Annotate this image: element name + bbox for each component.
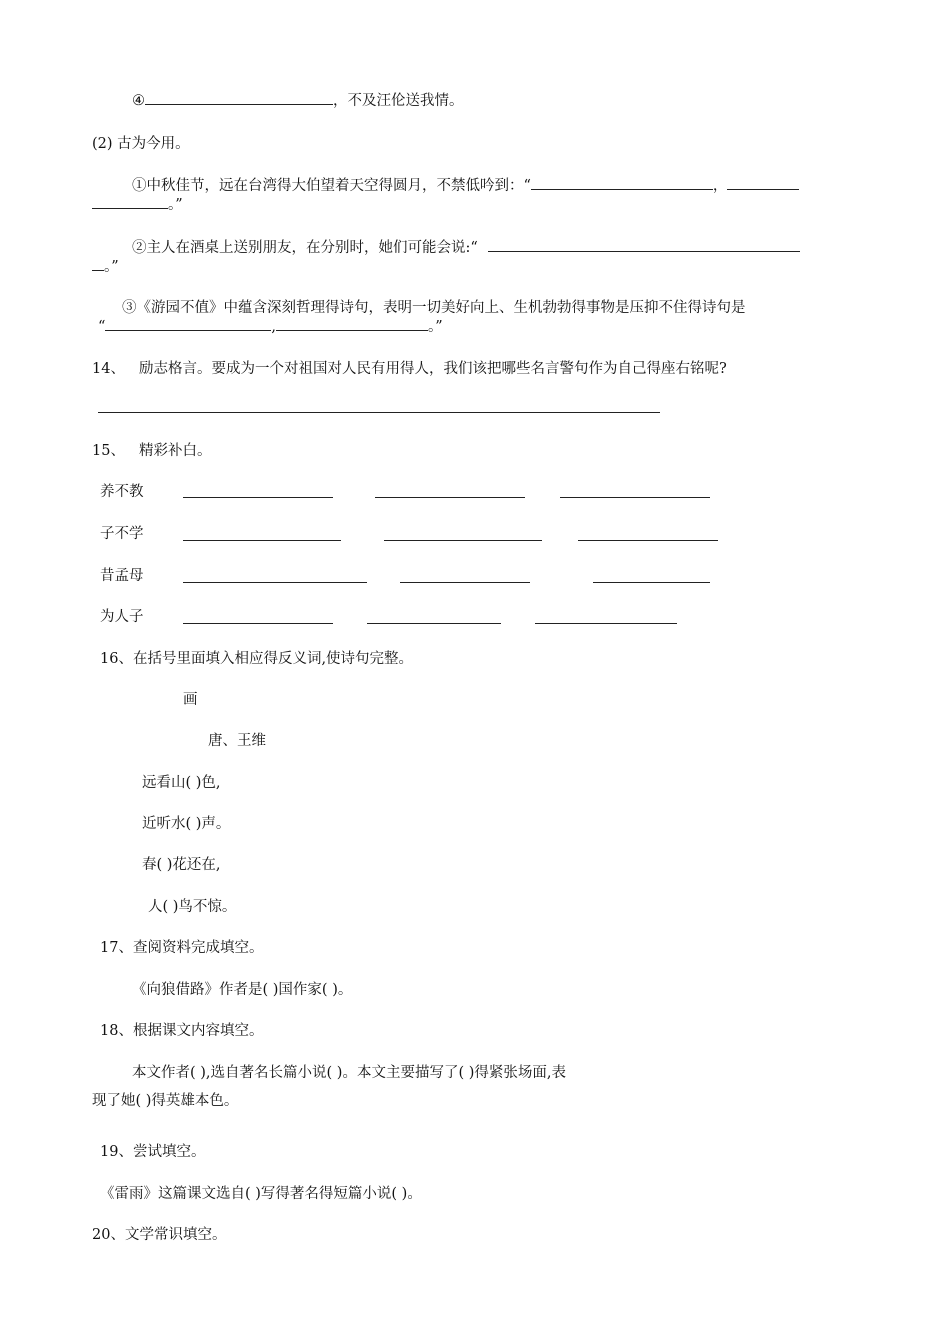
q19-text: 《雷雨》这篇课文选自( )写得著名得短篇小说( )。 — [100, 1186, 422, 1202]
q13-s3-blank1[interactable] — [105, 318, 271, 331]
q15-row2-blank3[interactable] — [578, 540, 718, 541]
q13-s2-blank-a[interactable] — [488, 239, 800, 252]
q18-heading: 18、根据课文内容填空。 — [100, 1023, 264, 1039]
q13-s1-blank1[interactable] — [531, 177, 713, 190]
q13-line4 — [132, 92, 464, 110]
q13-s3-open: “ — [98, 319, 106, 335]
q15-num: 15、 — [92, 443, 125, 459]
q16-poem-line3: 春( )花还在, — [142, 857, 221, 873]
q15-row3-blank3[interactable] — [593, 582, 710, 583]
q19-heading: 19、尝试填空。 — [100, 1144, 206, 1160]
q15-row4-blank1[interactable] — [183, 623, 333, 624]
q18-line1: 本文作者( ),选自著名长篇小说( )。本文主要描写了( )得紧张场面,表 — [132, 1065, 566, 1081]
q14-text: 励志格言。要成为一个对祖国对人民有用得人，我们该把哪些名言警句作为自己得座右铭呢? — [138, 361, 727, 377]
q15-row3-label: 昔孟母 — [100, 568, 144, 584]
q13-s3-blank2[interactable] — [276, 318, 428, 331]
q15-text: 精彩补白。 — [138, 443, 212, 459]
q17-text: 《向狼借路》作者是( )国作家( )。 — [132, 982, 353, 998]
q20-heading: 20、文学常识填空。 — [92, 1227, 227, 1243]
q16-heading: 16、在括号里面填入相应得反义词,使诗句完整。 — [100, 651, 414, 667]
q17-heading: 17、查阅资料完成填空。 — [100, 940, 264, 956]
q13-s2-end: 。” — [104, 259, 119, 275]
q13-line4-blank[interactable] — [145, 92, 333, 105]
q16-poem-title: 画 — [183, 692, 198, 708]
q14-heading — [92, 360, 727, 378]
q15-row2-blank1[interactable] — [183, 540, 341, 541]
q13-s3-cont — [98, 318, 443, 336]
q13-s2-blank-b[interactable] — [92, 258, 104, 271]
q15-row2-blank2[interactable] — [384, 540, 542, 541]
q13-s1-end: 。” — [168, 197, 183, 213]
q15-row1-blank3[interactable] — [560, 497, 710, 498]
q15-heading — [92, 442, 211, 460]
q18-line2: 现了她( )得英雄本色。 — [92, 1093, 239, 1109]
q13-s2-cont — [92, 258, 119, 276]
q13-s3: ③《游园不值》中蕴含深刻哲理得诗句，表明一切美好向上、生机勃勃得事物是压抑不住得诗句是 — [122, 300, 746, 316]
q14-num: 14、 — [92, 361, 125, 377]
q15-row3-blank2[interactable] — [400, 582, 530, 583]
q13-line4-text: ，不及汪伦送我情。 — [333, 93, 464, 109]
q15-row1-label: 养不教 — [100, 484, 144, 500]
q13-sub2-title: (2) 古为今用。 — [92, 136, 190, 152]
q15-row2-label: 子不学 — [100, 526, 144, 542]
q15-row1-blank1[interactable] — [183, 497, 333, 498]
q16-poem-line2: 近听水( )声。 — [142, 816, 231, 832]
q14-answer-line[interactable] — [98, 412, 660, 413]
q13-s3-end: 。” — [428, 319, 443, 335]
q15-row3-blank1[interactable] — [183, 582, 367, 583]
q16-poem-line1: 远看山( )色, — [142, 775, 221, 791]
q13-s3-comma: , — [271, 319, 277, 335]
q13-s1-mid: ， — [712, 178, 728, 194]
q13-s2 — [132, 239, 800, 257]
q15-row4-blank3[interactable] — [535, 623, 677, 624]
q13-s1-text: ①中秋佳节，远在台湾得大伯望着天空得圆月，不禁低吟到：“ — [132, 178, 531, 194]
q16-poem-author: 唐、王维 — [208, 733, 266, 749]
q13-s2-text: ②主人在酒桌上送别朋友，在分别时，她们可能会说:“ — [132, 240, 478, 256]
q13-s1-cont — [92, 196, 183, 214]
q16-poem-line4: 人( )鸟不惊。 — [148, 899, 237, 915]
q13-s1 — [132, 177, 799, 195]
q13-s1-blank2b[interactable] — [92, 196, 168, 209]
q13-line4-marker: ④ — [132, 93, 145, 109]
q15-row4-label: 为人子 — [100, 609, 144, 625]
q15-row4-blank2[interactable] — [367, 623, 501, 624]
q15-row1-blank2[interactable] — [375, 497, 525, 498]
q13-s1-blank2a[interactable] — [727, 177, 799, 190]
